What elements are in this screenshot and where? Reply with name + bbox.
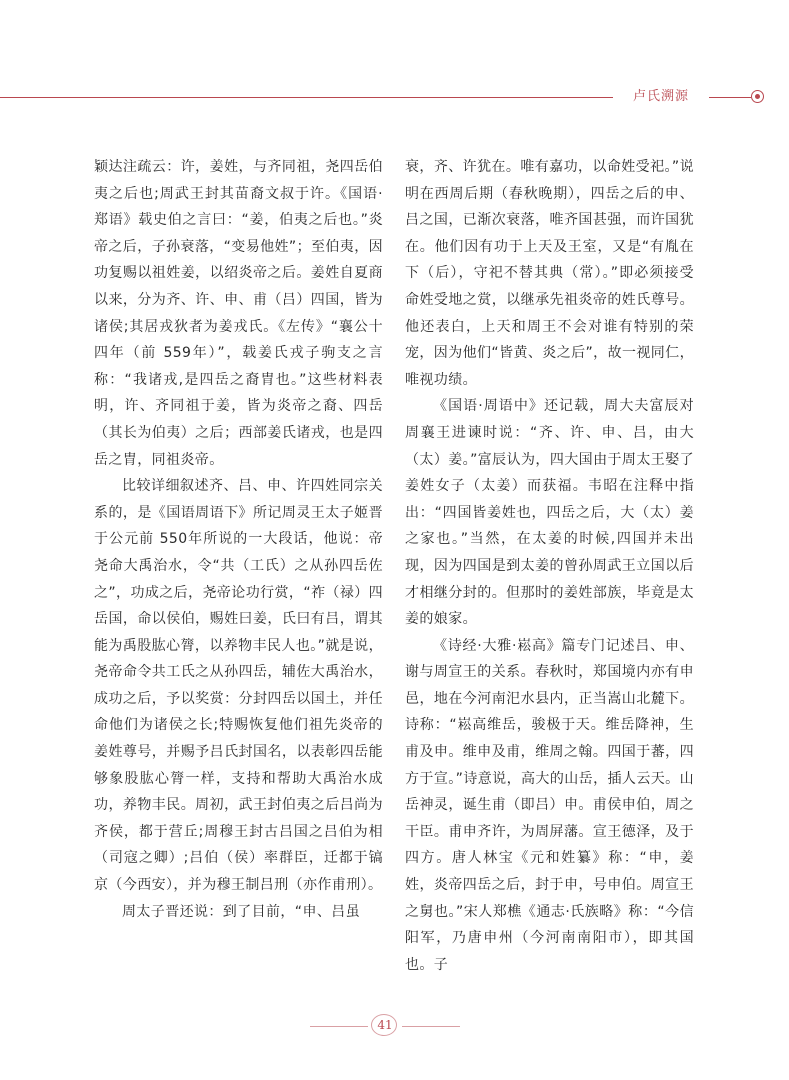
paragraph: 《诗经·大雅·崧高》篇专门记述吕、申、谢与周宣王的关系。春秋时，郑国境内亦有申邑，地在今河南汜水县内，正当嵩山北麓下。诗称：“崧高维岳，骏极于天。维岳降神，生甫及申。维申及甫，维周之翰。四国于蕃，四方于宣。”诗意说，高大的山岳，插人云天。山岳神灵，诞生甫（即吕）申。甫侯申伯，周之干臣。甫申齐许，为周屏藩。宣王德泽，及于四方。唐人林宝《元和姓纂》称：“申，姜姓，炎帝四岳之后，封于申，号申伯。周宣王之舅也。”宋人郑樵《通志·氏族略》称：“今信阳军，乃唐申州（今河南南阳市），即其国也。子: [405, 637, 694, 973]
header-rule-right: [709, 97, 751, 98]
left-text-column: [94, 154, 383, 1034]
paragraph: 衰，齐、许犹在。唯有嘉功，以命姓受祀。”说明在西周后期（春秋晚期），四岳之后的申、吕之国，已渐次衰落，唯齐国甚强，而许国犹在。他们因有功于上天及王室，又是“有胤在下（后），守祀不替其典（常）。”即必须接受命姓受地之赏，以继承先祖炎帝的姓氏尊号。他还表白，上天和周王不会对谁有特别的荣宠，因为他们“皆黄、炎之后”，故一视同仁，唯视功绩。: [405, 159, 694, 388]
section-title: 卢氏溯源: [632, 89, 689, 104]
paragraph: 比较详细叙述齐、吕、申、许四姓同宗关系的，是《国语周语下》所记周灵王太子姬晋于公元前 550年所说的一大段话，他说：帝尧命大禹治水，令“共（工氏）之从孙四岳佐之”，功成之后，尧帝论功行赏，“祚（禄）四岳国，命以侯伯，赐姓曰姜，氏曰有吕，谓其能为禹股肱心膂，以养物丰民人也。”就是说，尧帝命令共工氏之从孙四岳，辅佐大禹治水，成功之后，予以奖赏：分封四岳以国土，并任命他们为诸侯之长;特赐恢复他们祖先炎帝的姜姓尊号，并赐予吕氏封国名，以表彰四岳能够象股肱心膂一样，支持和帮助大禹治水成功，养物丰民。周初，武王封伯夷之后吕尚为齐侯，都于营丘;周穆王封古吕国之吕伯为相（司寇之卿）;吕伯（侯）率群臣，迁都于镐京（今西安），并为穆王制吕刑（亦作甫刑）。: [94, 478, 383, 894]
right-text-column: [405, 154, 694, 1034]
footer-rule-left: [310, 1026, 368, 1027]
paragraph: 周太子晋还说：到了目前，“申、吕虽: [122, 903, 361, 920]
paragraph: 《国语·周语中》还记载，周大夫富辰对周襄王进谏时说：“齐、许、申、吕，由大（太）姜。”富辰认为，四大国由于周太王娶了姜姓女子（太姜）而获福。韦昭在注释中指出：“四国皆姜姓也，四岳之后，大（太）姜之家也。”当然，在太姜的时候,四国并未出现，因为四国是到太姜的曾孙周武王立国以后才相继分封的。但那时的姜姓部族，毕竟是太姜的娘家。: [405, 398, 694, 628]
paragraph: 颖达注疏云：许，姜姓，与齐同祖，尧四岳伯夷之后也;周武王封其苗裔文叔于许。《国语·郑语》载史伯之言曰：“姜，伯夷之后也。”炎帝之后，子孙衰落，“变易他姓”；至伯夷，因功复赐以祖姓姜，以绍炎帝之后。姜姓自夏商以来，分为齐、许、申、甫（吕）四国，皆为诸侯;其居戎狄者为姜戎氏。《左传》“襄公十四年（前 559年）”，载姜氏戎子驹支之言称：“我诸戎,是四岳之裔胄也。”这些材料表明，许、齐同祖于姜，皆为炎帝之裔、四岳（其长为伯夷）之后；西部姜氏诸戎，也是四岳之胄，同祖炎帝。: [94, 159, 383, 468]
page-number: 41: [366, 1014, 404, 1036]
footer-rule-right: [402, 1026, 460, 1027]
circle-dot-icon: [751, 90, 764, 103]
header-rule-left: [0, 97, 613, 98]
